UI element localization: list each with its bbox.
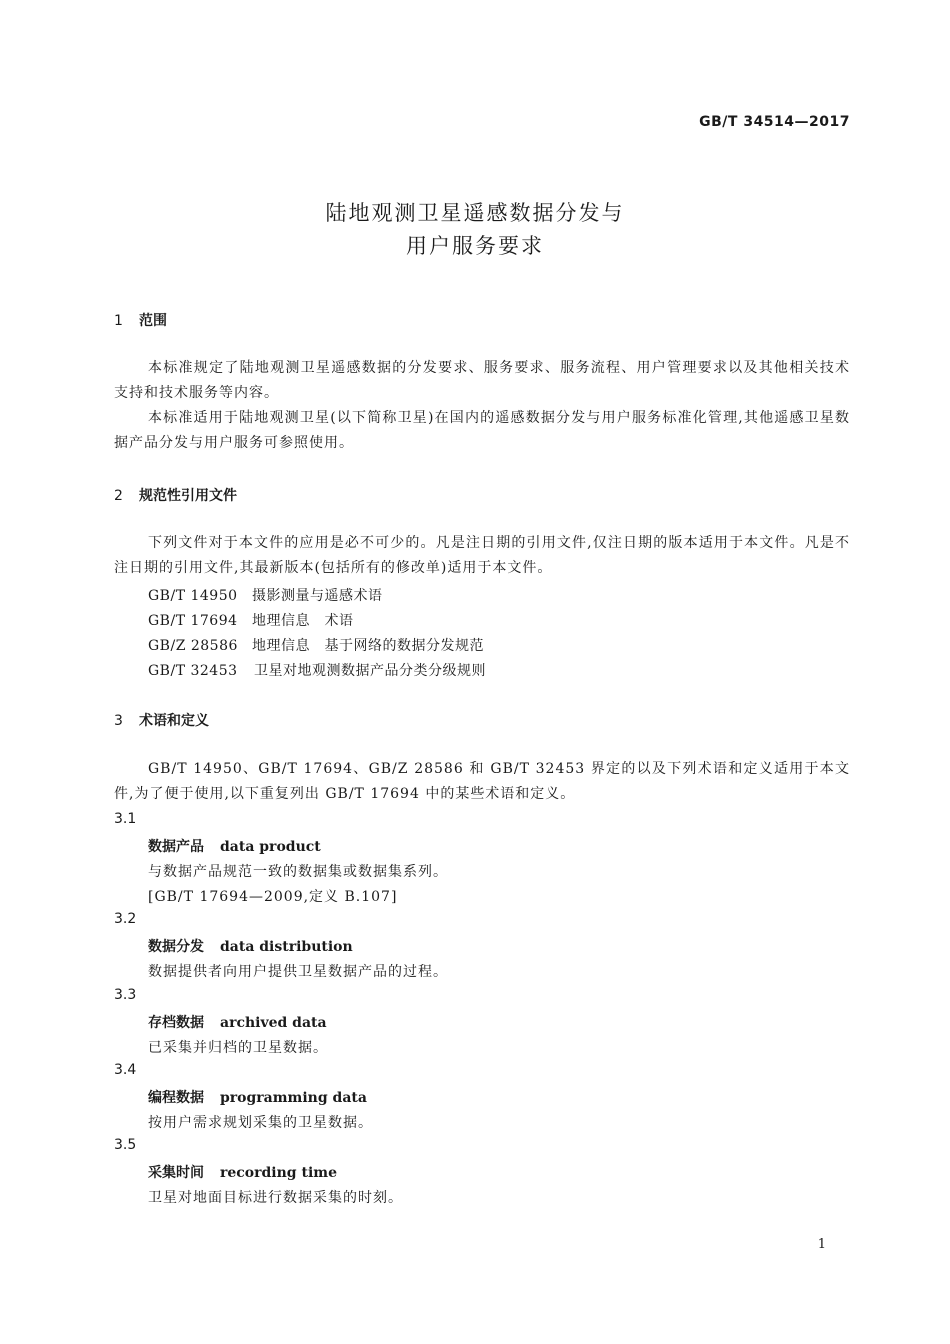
terms-paragraph: GB/T 14950、GB/T 17694、GB/Z 28586 和 GB/T 32453 界定的以及下列术语和定义适用于本文件,为了便于使用,以下重复列出 GB/T 17694 中的某些术语和定义。 xyxy=(114,761,850,802)
section-heading-normative-references xyxy=(114,485,237,505)
reference-name: 地理信息 基于网络的数据分发规范 xyxy=(252,638,484,654)
term-definition: 按用户需求规划采集的卫星数据。 xyxy=(148,1115,373,1131)
section-number: 3 xyxy=(114,713,123,729)
term-definition: 与数据产品规范一致的数据集或数据集系列。 xyxy=(148,864,448,880)
section-title: 术语和定义 xyxy=(139,713,209,729)
term-number: 3.3 xyxy=(114,987,137,1003)
reference-code: GB/T 17694 xyxy=(148,613,238,629)
section-title: 规范性引用文件 xyxy=(139,488,237,504)
reference-item xyxy=(148,635,484,655)
term-name-zh: 数据产品 xyxy=(148,839,204,855)
term-number: 3.4 xyxy=(114,1062,137,1078)
reference-code: GB/T 14950 xyxy=(148,588,238,604)
term-name-zh: 采集时间 xyxy=(148,1165,204,1181)
section-heading-scope xyxy=(114,310,167,330)
term-number: 3.5 xyxy=(114,1137,137,1153)
term-name xyxy=(148,1162,337,1182)
term-definition: 卫星对地面目标进行数据采集的时刻。 xyxy=(148,1190,403,1206)
reference-name: 摄影测量与遥感术语 xyxy=(252,588,383,604)
term-name xyxy=(148,936,353,956)
reference-code: GB/Z 28586 xyxy=(148,638,238,654)
document-title-line-1: 陆地观测卫星遥感数据分发与 xyxy=(325,201,625,225)
term-name-en: archived data xyxy=(220,1015,327,1031)
section-heading-terms-definitions xyxy=(114,710,209,730)
reference-code: GB/T 32453 xyxy=(148,663,238,679)
standard-code: GB/T 34514—2017 xyxy=(699,114,850,130)
term-number: 3.1 xyxy=(114,811,137,827)
section-number: 1 xyxy=(114,313,123,329)
term-name xyxy=(148,836,321,856)
term-name-zh: 数据分发 xyxy=(148,939,204,955)
term-definition: 已采集并归档的卫星数据。 xyxy=(148,1040,328,1056)
section-number: 2 xyxy=(114,488,123,504)
term-name-en: data product xyxy=(220,839,321,855)
scope-paragraph-1: 本标准规定了陆地观测卫星遥感数据的分发要求、服务要求、服务流程、用户管理要求以及其他相关技术支持和技术服务等内容。 xyxy=(114,360,850,401)
reference-item xyxy=(148,660,486,680)
term-name xyxy=(148,1087,367,1107)
term-source: [GB/T 17694—2009,定义 B.107] xyxy=(148,889,398,905)
references-paragraph: 下列文件对于本文件的应用是必不可少的。凡是注日期的引用文件,仅注日期的版本适用于本文件。凡是不注日期的引用文件,其最新版本(包括所有的修改单)适用于本文件。 xyxy=(114,535,850,576)
reference-name: 卫星对地观测数据产品分类分级规则 xyxy=(254,663,486,679)
scope-paragraph-2: 本标准适用于陆地观测卫星(以下简称卫星)在国内的遥感数据分发与用户服务标准化管理,其他遥感卫星数据产品分发与用户服务可参照使用。 xyxy=(114,410,850,451)
term-name-en: data distribution xyxy=(220,939,353,955)
term-name xyxy=(148,1012,327,1032)
term-definition: 数据提供者向用户提供卫星数据产品的过程。 xyxy=(148,964,448,980)
term-name-zh: 编程数据 xyxy=(148,1090,204,1106)
document-title-line-2: 用户服务要求 xyxy=(406,234,544,258)
term-name-en: programming data xyxy=(220,1090,367,1106)
reference-item xyxy=(148,610,354,630)
section-title: 范围 xyxy=(139,313,167,329)
term-name-zh: 存档数据 xyxy=(148,1015,204,1031)
page-number: 1 xyxy=(817,1237,826,1252)
term-name-en: recording time xyxy=(220,1165,337,1181)
reference-name: 地理信息 术语 xyxy=(252,613,354,629)
reference-item xyxy=(148,585,383,605)
term-number: 3.2 xyxy=(114,911,137,927)
